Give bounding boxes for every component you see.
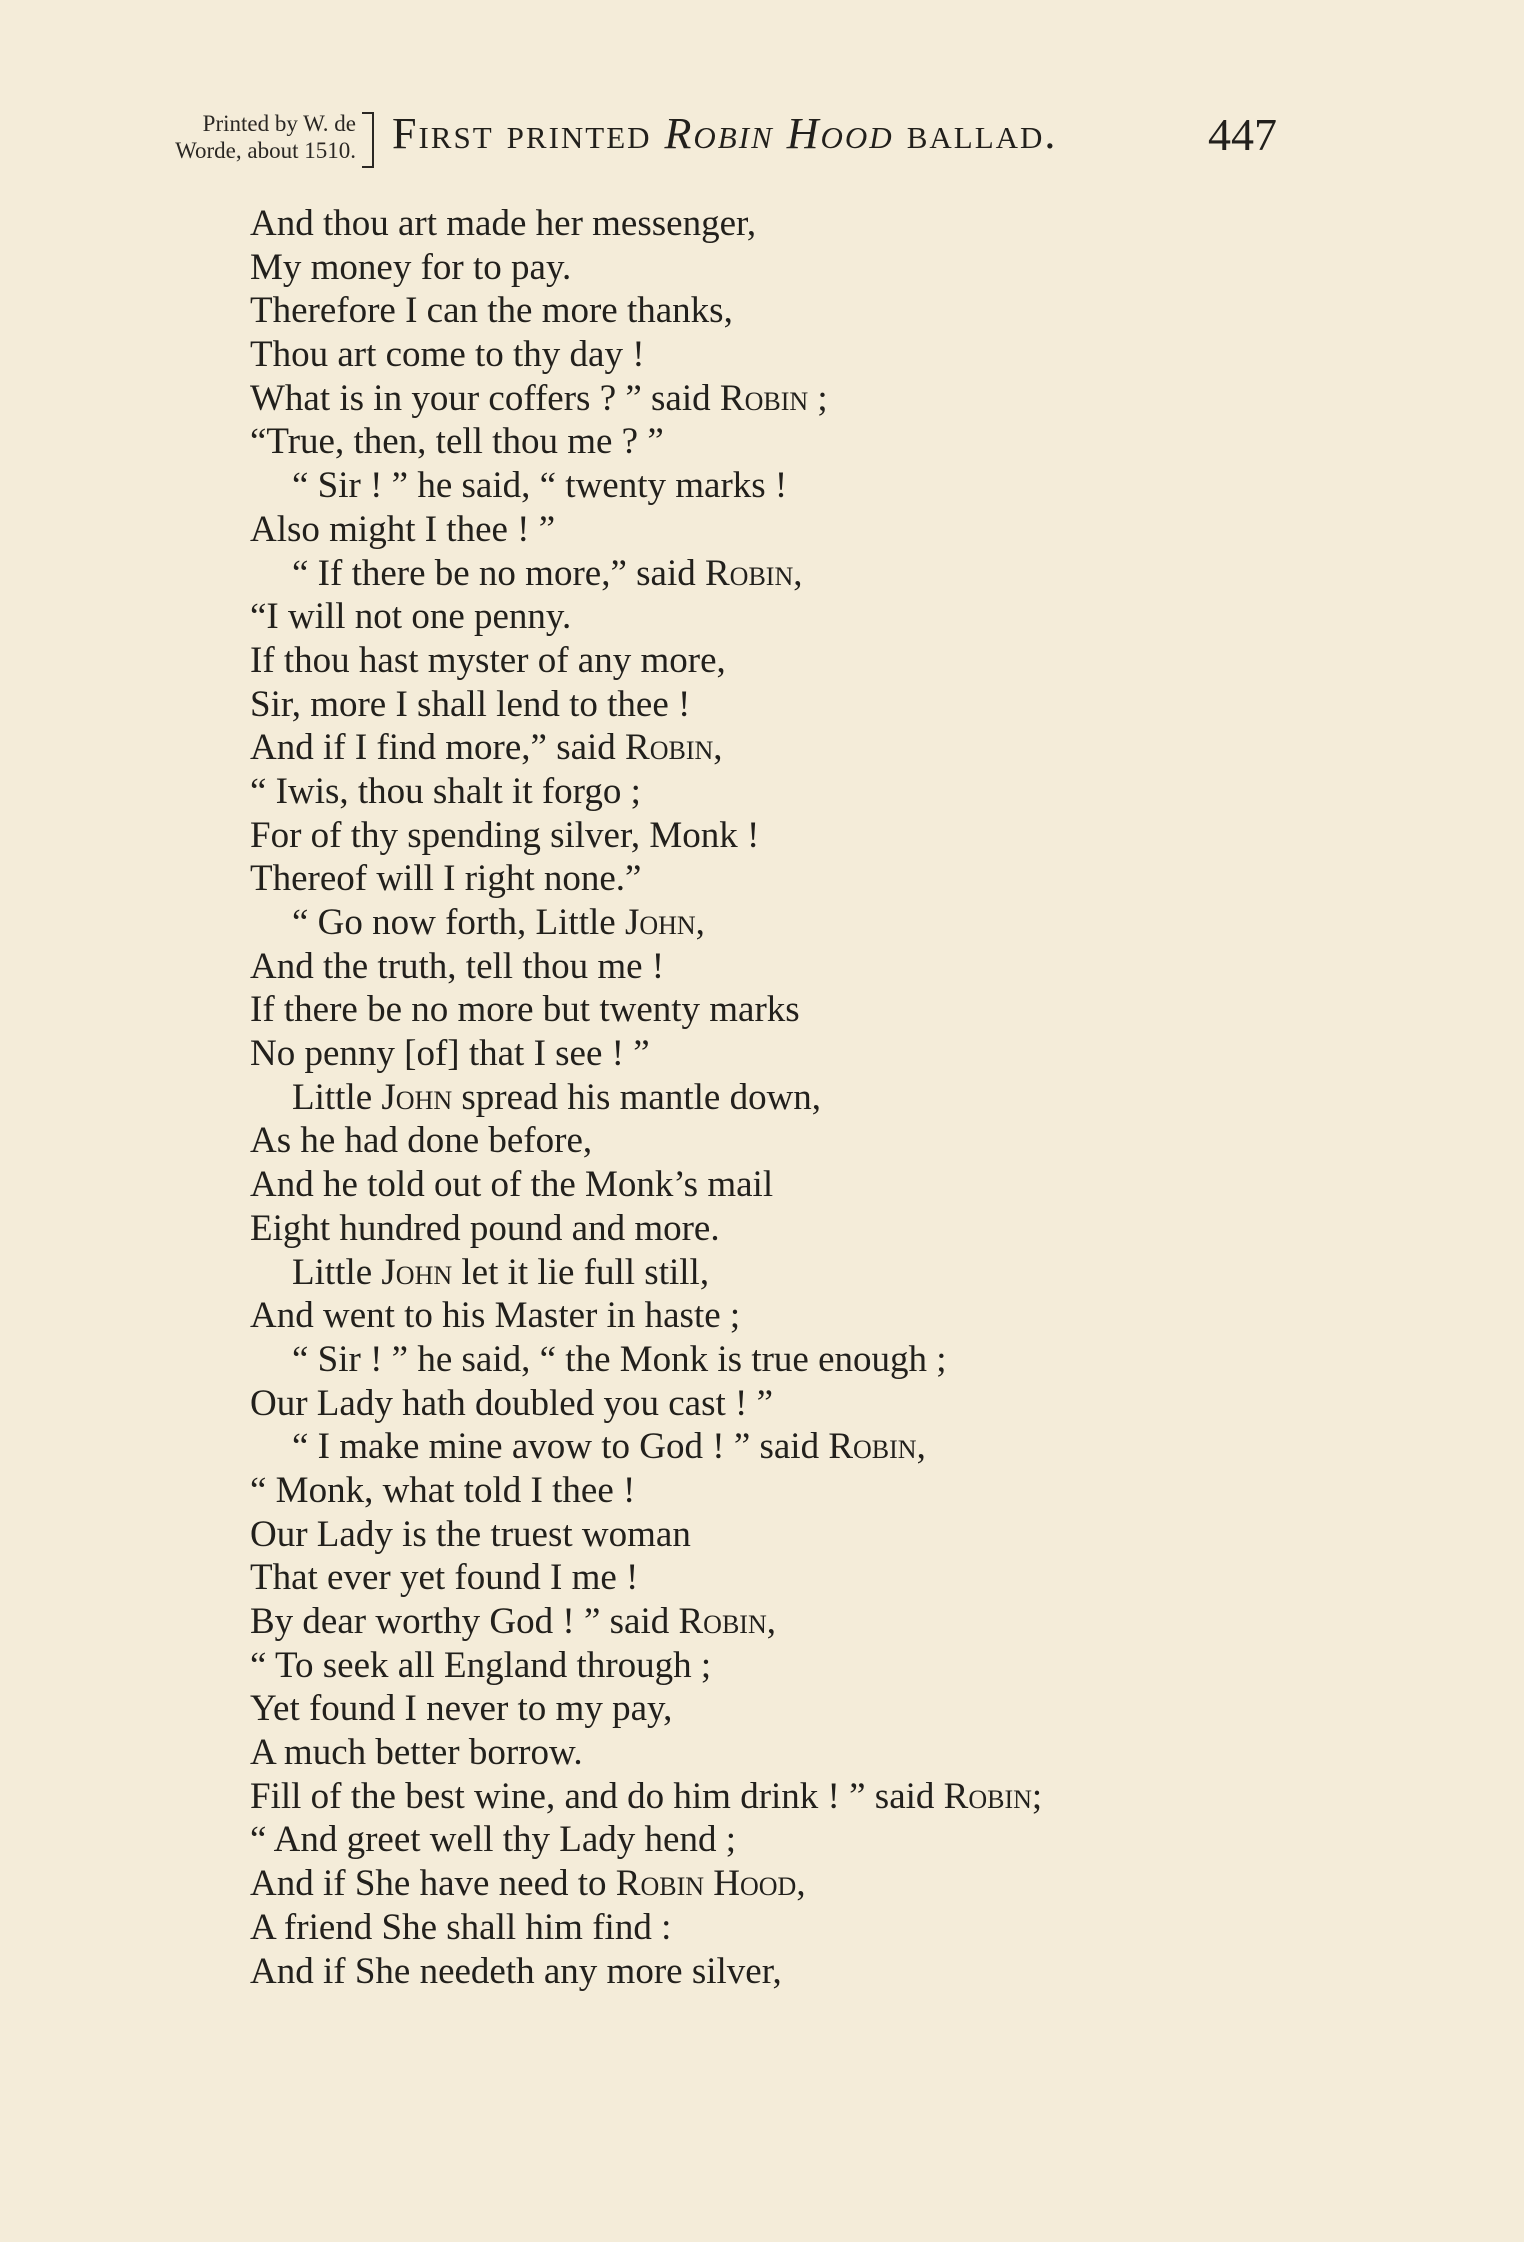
- poem-line: If thou hast myster of any more,: [250, 639, 726, 681]
- poem-line: Sir, more I shall lend to thee !: [250, 683, 691, 725]
- running-head: [392, 108, 1057, 159]
- character-name: Robin: [625, 727, 714, 769]
- poem-line: “ Sir ! ” he said, “ twenty marks !: [292, 465, 788, 507]
- poem-line: “I will not one penny.: [250, 596, 572, 638]
- poem-line: [250, 1251, 1490, 1295]
- poem-line-text: Little: [292, 1251, 382, 1293]
- character-name: Robin: [719, 377, 809, 419]
- poem-line: And thou art made her messenger,: [250, 203, 757, 244]
- character-name: John: [624, 902, 696, 943]
- running-head-part-2: Robin Hood: [664, 109, 894, 158]
- character-name: John: [381, 1076, 453, 1118]
- poem-line-text: “ Go now forth, Little: [292, 902, 625, 943]
- side-note-line-1: Printed by W. de: [202, 111, 356, 136]
- character-name: Robin: [678, 1601, 767, 1642]
- poem-line: No penny [of] that I see ! ”: [250, 1033, 650, 1075]
- poem-line: [250, 726, 1490, 770]
- poem-line: Also might I thee ! ”: [250, 508, 556, 550]
- poem-line: A much better borrow.: [250, 1732, 583, 1774]
- character-name: Robin: [704, 552, 794, 594]
- side-note-bracket: [362, 112, 374, 168]
- poem-line-text: ;: [1031, 1775, 1043, 1817]
- character-name: Robin: [943, 1775, 1032, 1817]
- poem-line-text: ,: [695, 902, 705, 943]
- poem-line: As he had done before,: [250, 1120, 593, 1162]
- poem-line-text: ;: [808, 377, 828, 419]
- poem-line: [250, 901, 1490, 945]
- poem-line: And went to his Master in haste ;: [250, 1295, 741, 1337]
- poem-line: If there be no more but twenty marks: [250, 989, 800, 1031]
- page-number: 447: [1208, 109, 1277, 160]
- poem-line: “ Iwis, thou shalt it forgo ;: [250, 770, 641, 812]
- poem-line: Eight hundred pound and more.: [250, 1207, 720, 1249]
- poem-line-text: ,: [766, 1601, 776, 1642]
- poem-line: Therefore I can the more thanks,: [250, 290, 733, 332]
- character-name: Robin Hood: [615, 1863, 797, 1905]
- poem-line: [250, 1076, 1490, 1120]
- side-note-line-2: Worde, about 1510.: [175, 138, 356, 163]
- poem-body: [250, 202, 1490, 1993]
- poem-line: And the truth, tell thou me !: [250, 945, 665, 987]
- poem-line-text: ,: [713, 727, 723, 769]
- poem-line-text: What is in your coffers ? ” said: [250, 377, 720, 419]
- poem-line-text: Fill of the best wine, and do him drink ! ” said: [250, 1775, 944, 1817]
- poem-line-text: ,: [793, 552, 803, 594]
- running-head-part-3: ballad.: [893, 109, 1058, 158]
- poem-line-text: ,: [916, 1426, 926, 1468]
- running-head-part-1: First printed: [392, 109, 665, 158]
- poem-line: “True, then, tell thou me ? ”: [250, 421, 664, 463]
- poem-line-text: spread his mantle down,: [452, 1076, 822, 1118]
- poem-line: My money for to pay.: [250, 246, 572, 288]
- poem-line: [250, 552, 1490, 596]
- character-name: John: [381, 1251, 453, 1293]
- poem-line: Yet found I never to my pay,: [250, 1688, 673, 1730]
- poem-line-text: And if She have need to: [250, 1863, 616, 1905]
- poem-line: [250, 377, 1490, 421]
- poem-line: Thou art come to thy day !: [250, 334, 645, 376]
- poem-line: [250, 1425, 1490, 1469]
- poem-line: [250, 1600, 1490, 1644]
- poem-line: “ And greet well thy Lady hend ;: [250, 1819, 737, 1861]
- poem-line: “ Monk, what told I thee !: [250, 1469, 636, 1511]
- poem-line: For of thy spending silver, Monk !: [250, 814, 760, 856]
- poem-line: “ To seek all England through ;: [250, 1644, 712, 1686]
- poem-line-text: let it lie full still,: [452, 1251, 710, 1293]
- poem-line-text: “ I make mine avow to God ! ” said: [292, 1426, 829, 1468]
- poem-line-text: Little: [292, 1076, 382, 1118]
- poem-line: Our Lady is the truest woman: [250, 1513, 691, 1555]
- side-note: [118, 110, 356, 164]
- poem-line: Thereof will I right none.”: [250, 858, 642, 900]
- poem-line: And he told out of the Monk’s mail: [250, 1164, 774, 1206]
- character-name: Robin: [828, 1426, 917, 1468]
- poem-line: That ever yet found I me !: [250, 1557, 639, 1599]
- poem-line-text: And if I find more,” said: [250, 727, 626, 769]
- poem-line: And if She needeth any more silver,: [250, 1950, 782, 1992]
- poem-line: [250, 1775, 1490, 1819]
- poem-line: A friend She shall him find :: [250, 1906, 672, 1948]
- poem-line: Our Lady hath doubled you cast ! ”: [250, 1382, 773, 1424]
- poem-line: “ Sir ! ” he said, “ the Monk is true enough ;: [292, 1338, 947, 1380]
- poem-line: [250, 1862, 1490, 1906]
- poem-line-text: By dear worthy God ! ” said: [250, 1601, 679, 1642]
- poem-line-text: ,: [796, 1863, 806, 1905]
- poem-line-text: “ If there be no more,” said: [292, 552, 705, 594]
